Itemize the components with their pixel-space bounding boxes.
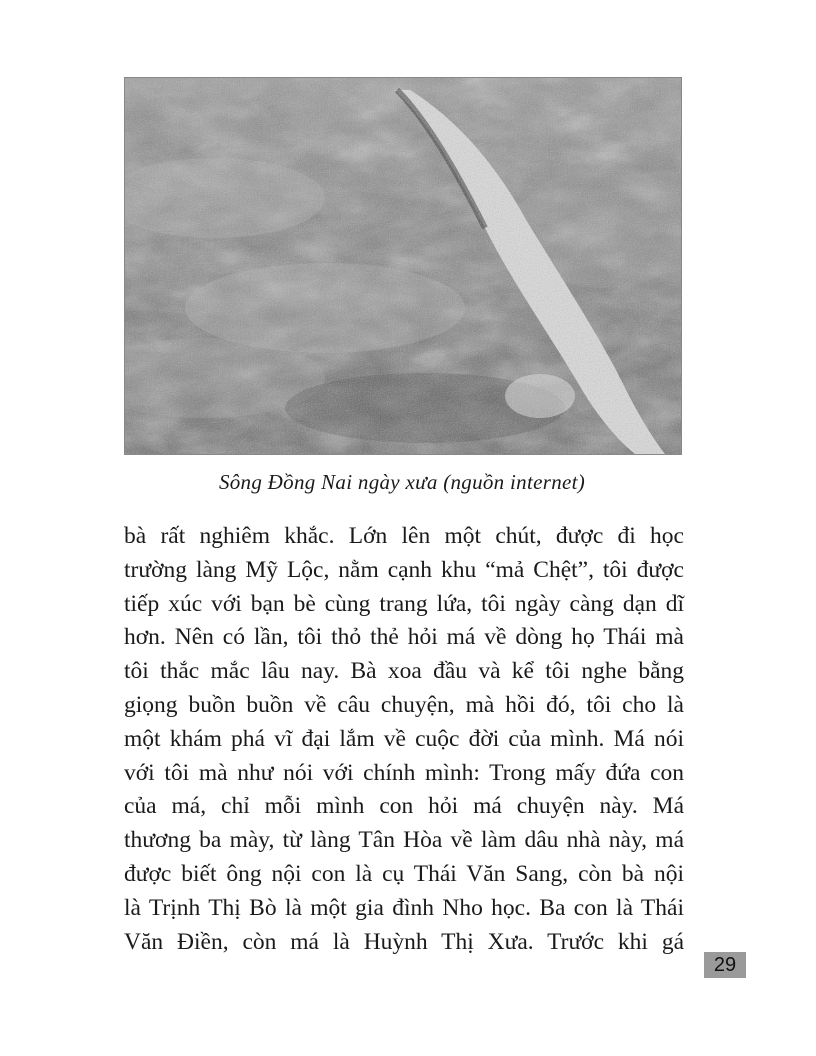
body-paragraph — [124, 520, 684, 959]
text-line: là Trịnh Thị Bò là một gia đình Nho học. Ba con là Thái — [124, 894, 684, 921]
text-line: hơn. Nên có lần, tôi thỏ thẻ hỏi má về dòng họ Thái mà — [124, 624, 684, 651]
river-landscape-image — [125, 78, 681, 454]
river-photo — [124, 77, 682, 455]
text-line: được biết ông nội con là cụ Thái Văn Sang, còn bà nội — [124, 860, 684, 887]
text-line: tiếp xúc với bạn bè cùng trang lứa, tôi ngày càng dạn dĩ — [124, 590, 684, 617]
page-number: 29 — [704, 952, 746, 978]
text-line: giọng buồn buồn về câu chuyện, mà hồi đó, tôi cho là — [124, 691, 684, 718]
text-line: tôi thắc mắc lâu nay. Bà xoa đầu và kể tôi nghe bằng — [124, 658, 684, 685]
text-line: thương ba mày, từ làng Tân Hòa về làm dâu nhà này, má — [124, 827, 684, 854]
text-line: với tôi mà như nói với chính mình: Trong mấy đứa con — [124, 759, 684, 786]
text-line: trường làng Mỹ Lộc, nằm cạnh khu “mả Chệt”, tôi được — [124, 556, 684, 583]
text-line: của má, chỉ mỗi mình con hỏi má chuyện này. Má — [124, 793, 684, 820]
photo-caption: Sông Đồng Nai ngày xưa (nguồn internet) — [218, 470, 586, 494]
text-line: một khám phá vĩ đại lắm về cuộc đời của mình. Má nói — [124, 725, 684, 752]
text-line: Văn Điền, còn má là Huỳnh Thị Xưa. Trước khi gá — [124, 928, 684, 955]
text-line: bà rất nghiêm khắc. Lớn lên một chút, được đi học — [124, 523, 684, 549]
